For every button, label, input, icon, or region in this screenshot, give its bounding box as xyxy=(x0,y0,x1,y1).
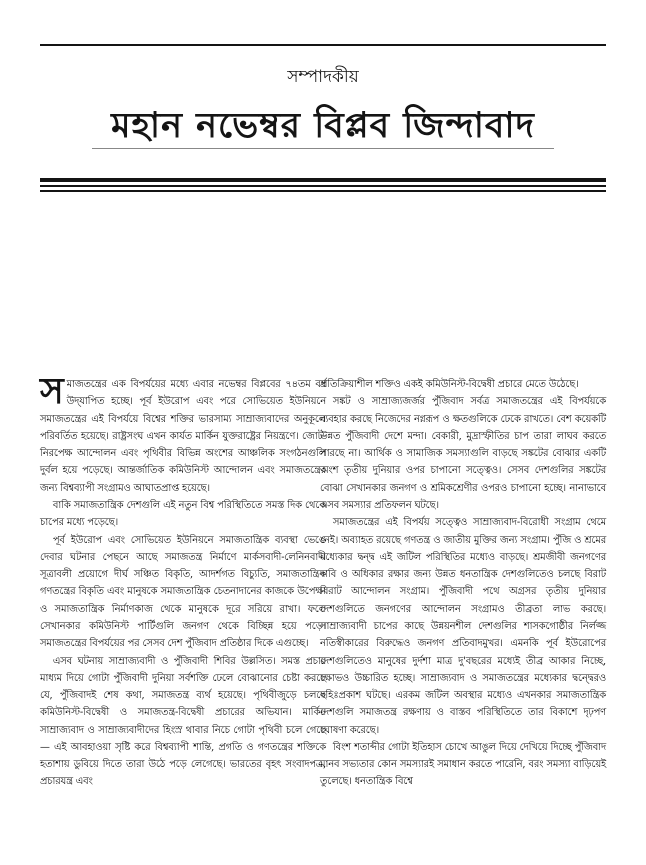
paragraph: বাকি সমাজতান্ত্রিক দেশগুলি এই নতুন বিশ্ব পরিস্থিতিতে সমস্ত দিক থেকে চাপের মধ্যে পড়েছে। xyxy=(40,499,326,529)
headline-rule-thick xyxy=(40,178,606,182)
paragraph: সঙ্কট ও সাম্রাজ্যজর্জর পুঁজিবাদ সর্বত্র সমাজতন্ত্রের এই বিপর্যয়কে ব্যবহার করছে নিজেদের নগ্নরূপ ও ক্ষতগুলিকে ঢেকে রাখতে। বেশ কয়েকটি উন্নত পুঁজিবাদী দেশে মন্দা। বেকারী, মুদ্রাস্ফীতির চাপ তারা লাঘব করতে পারছে না। আর্থিক ও সামাজিক সমস্যাগুলি বাড়ছে সঙ্কটের বোঝার একটি অংশ তৃতীয় দুনিয়ার ওপর চাপানো সত্ত্বেও। সেসব দেশগুলির সঙ্কটের বোঝা সেখানকার জনগণ ও শ্রমিকশ্রেণীর ওপরও চাপানো হচ্ছে। নানাভাবে এসব সমস্যার প্রতিফলন ঘটছে। xyxy=(320,396,606,511)
paragraph: এসব ঘটনায় সাম্রাজ্যবাদী ও পুঁজিবাদী শিবির উল্লসিত। সমস্ত প্রচার মাধ্যম দিয়ে গোটা পুঁজিবাদী দুনিয়া সর্বশক্তি ঢেলে বোঝানোর চেষ্টা করছে যে, পুঁজিবাদই শেষ কথা, সমাজতন্ত্র ব্যর্থ হয়েছে। পৃথিবীজুড়ে চলছে কমিউনিস্ট-বিদ্বেষী ও সমাজতন্ত্র-বিদ্বেষী প্রচারের অভিযান। মার্কিন সাম্রাজ্যবাদ ও সাম্রাজ্যবাদীদের হিংস্র থাবার নিচে গোটা পৃথিবী চলে গেছে — এই আবহাওয়া সৃষ্টি করে বিশ্বব্যাপী শান্তি, প্রগতি ও গণতন্ত্রের শক্তিকে হতাশায় ডুবিয়ে দিতে তারা উঠে পড়ে লেগেছে। ভারতের বৃহৎ সংবাদপত্র, প্রচারযন্ত্র এবং xyxy=(40,655,326,788)
drop-cap: স xyxy=(40,370,64,412)
paragraph: পূর্ব ইউরোপ এবং সোভিয়েত ইউনিয়নে সমাজতান্ত্রিক ব্যবস্থা ভেঙে দেবার ঘটনার পেছনে আছে সমাজতন্ত্র নির্মাণে মার্কসবাদী-লেনিনবাদী সূত্রাবলী প্রয়োগে দীর্ঘ সঞ্চিত বিকৃতি, আদর্শগত বিচ্যুতি, সমাজতান্ত্রিক গণতন্ত্রের বিকৃতি এবং মানুষকে সমাজতান্ত্রিক চেতনাদানের কাজকে উপেক্ষা ও সমাজতান্ত্রিক নির্মাণকাজ থেকে মানুষকে দূরে সরিয়ে রাখা। ফলে সেখানকার কমিউনিস্ট পার্টিগুলি জনগণ থেকে বিচ্ছিন্ন হয়ে পড়ে। সমাজতন্ত্রের বিপর্যয়ের পর সেসব দেশ পুঁজিবাদ প্রতিষ্ঠার দিকে এগুচ্ছে। xyxy=(40,534,326,650)
paragraph: সমাজতন্ত্রের এই বিপর্যয় সত্ত্বেও সাম্রাজ্যবাদ-বিরোধী সংগ্রাম থেমে নেই। অব্যাহত রয়েছে গণতন্ত্র ও জাতীয় মুক্তির জন্য সংগ্রাম। পুঁজি ও শ্রমের মধ্যেকার দ্বন্দ্ব এই জটিল পরিস্থিতির মধ্যেও বাড়ছে। শ্রমজীবী জনগণের দাবি ও অধিকার রক্ষার জন্য উন্নত ধনতান্ত্রিক দেশগুলিতেও চলছে বিরাট বিরাট আন্দোলন সংগ্রাম। পুঁজিবাদী পথে অগ্রসর তৃতীয় দুনিয়ার দেশগুলিতে জনগণের আন্দোলন সংগ্রামও তীব্রতা লাভ করছে। সাম্রাজ্যবাদী চাপের কাছে উন্নয়নশীল দেশগুলির শাসকগোষ্ঠীর নির্লজ্জ নতিস্বীকারের বিরুদ্ধেও জনগণ প্রতিবাদমুখর। এমনকি পূর্ব ইউরোপের দেশগুলিতেও মানুষের দুর্দশা মাত্র দু'বছরের মধ্যেই তীব্র আকার নিচ্ছে, ক্ষোভও উচ্চারিত হচ্ছে। সাম্রাজ্যবাদ ও সমাজতন্ত্রের মধ্যেকার দ্বন্দ্বেরও বহিঃপ্রকাশ ঘটছে। এরকম জটিল অবস্থার মধ্যেও এখনকার সমাজতান্ত্রিক দেশগুলি সমাজতন্ত্র রক্ষণায় ও বাস্তব পরিস্থিতিতে তার বিকাশে দৃঢ়পণ ঘোষণা করেছে। xyxy=(320,517,606,736)
section-kicker: সম্পাদকীয় xyxy=(287,67,359,87)
paragraph xyxy=(40,370,326,497)
paragraph: বিংশ শতাব্দীর গোটা ইতিহাস চোখে আঙুল দিয়ে দেখিয়ে দিচ্ছে পুঁজিবাদ মানব সভ্যতার কোন সমস্যারই সমাধান করতে পারেনি, বরং সমস্যা বাড়িয়েই তুলেছে। ধনতান্ত্রিক বিশ্বে xyxy=(320,741,606,788)
headline-underline xyxy=(92,148,554,149)
headline-rule-thin xyxy=(40,185,606,187)
article-column-right xyxy=(320,376,606,791)
page-headline: মহান নভেম্বর বিপ্লব জিন্দাবাদ xyxy=(111,105,535,146)
article-column-left xyxy=(40,370,326,791)
headline-rule-thin-2 xyxy=(40,190,606,192)
paragraph: প্রতিক্রিয়াশীল শক্তিও একই কমিউনিস্ট-বিদ্বেষী প্রচারে মেতে উঠেছে। xyxy=(320,379,579,390)
paragraph-text: মাজতন্ত্রের এক বিপর্যয়ের মধ্যে এবার নভেম্বর বিপ্লবের ৭৪তম বর্ষ উদ্‌যাপিত হচ্ছে। পূর্ব ইউরোপ এবং পরে সোভিয়েত ইউনিয়নে সমাজতন্ত্রের এই বিপর্যয়ে বিশ্বের শক্তির ভারসাম্য সাম্রাজ্যবাদের অনুকূলে পরিবর্তিত হয়েছে। রাষ্ট্রসংঘ এখন কার্যত মার্কিন যুক্তরাষ্ট্রের নিয়ন্ত্রণে। জোট-নিরপেক্ষ আন্দোলন এবং পৃথিবীর বিভিন্ন অংশের আঞ্চলিক সংগঠনগুলি দুর্বল হয়ে পড়েছে। আন্তর্জাতিক কমিউনিস্ট আন্দোলন এবং সমাজতন্ত্রের জন্য বিশ্বব্যাপী সংগ্রামও আঘাতপ্রাপ্ত হয়েছে। xyxy=(40,379,326,494)
top-rule xyxy=(40,44,606,46)
